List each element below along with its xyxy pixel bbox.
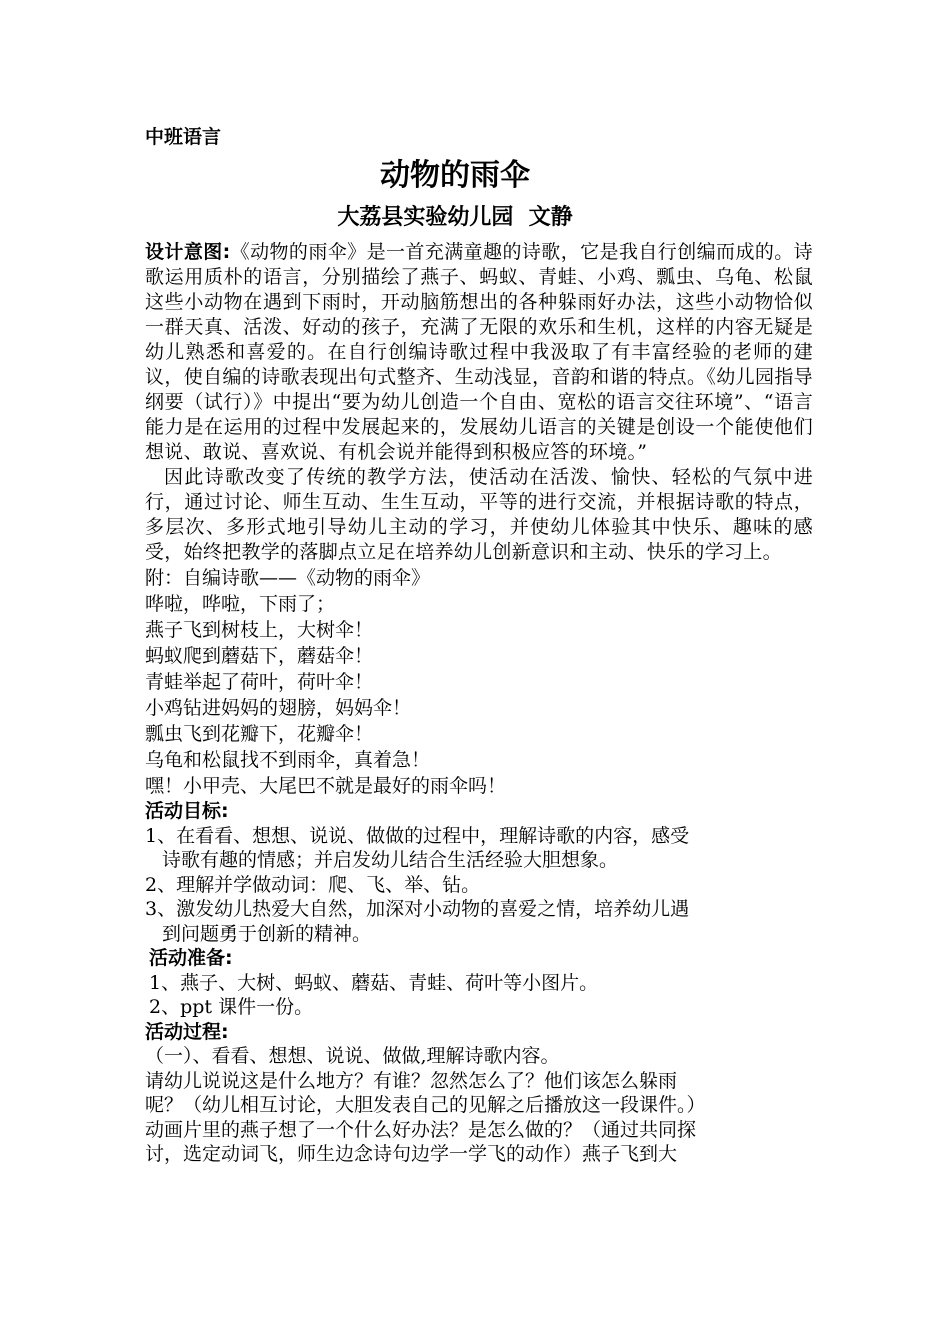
goals-list <box>145 824 825 947</box>
prep-heading: 活动准备: <box>149 947 233 969</box>
process-line: 请幼儿说说这是什么地方？有谁？忽然怎么了？他们该怎么躲雨 <box>145 1069 678 1092</box>
prep-list <box>145 971 825 1020</box>
process-heading: 活动过程: <box>145 1020 229 1043</box>
document-body <box>145 122 825 1167</box>
process-line: 呢？（幼儿相互讨论，大胆发表自己的见解之后播放这一段课件。） <box>145 1094 706 1116</box>
goal-item-3-continued: 到问题勇于创新的精神。 <box>162 922 372 945</box>
poem-line: 嘿！小甲壳、大尾巴不就是最好的雨伞吗！ <box>145 775 507 797</box>
author-line: 大荔县实验幼儿园 文静 <box>337 205 573 230</box>
process-step-1: （一）、看看、想想、说说、做做,理解诗歌内容。 <box>145 1045 560 1067</box>
poem-line: 乌龟和松鼠找不到雨伞，真着急！ <box>145 749 431 771</box>
poem-line: 哗啦，哗啦，下雨了； <box>145 593 336 615</box>
poem-heading: 附：自编诗歌——《动物的雨伞》 <box>145 567 431 589</box>
process-text <box>145 1069 825 1167</box>
process-line: 动画片里的燕子想了一个什么好办法？是怎么做的？（通过共同探 <box>145 1118 697 1141</box>
prep-item: 1、燕子、大树、蚂蚁、蘑菇、青蛙、荷叶等小图片。 <box>149 971 599 994</box>
goal-item-2: 2、理解并学做动词：爬、飞、举、钻。 <box>145 873 481 896</box>
poem-line: 小鸡钻进妈妈的翅膀，妈妈伞！ <box>145 697 412 719</box>
process-line: 讨，选定动词飞，师生边念诗句边学一学飞的动作）燕子飞到大 <box>145 1143 678 1165</box>
poem-line: 蚂蚁爬到蘑菇下，蘑菇伞！ <box>145 645 374 667</box>
prep-item: 2、ppt 课件一份。 <box>149 996 314 1018</box>
poem-line: 青蛙举起了荷叶，荷叶伞！ <box>145 671 374 693</box>
design-intent-paragraph-2: 因此诗歌改变了传统的教学方法，使活动在活泼、愉快、轻松的气氛中进行，通过讨论、师生互动、生生互动，平等的进行交流，并根据诗歌的特点，多层次、多形式地引导幼儿主动的学习，并使幼儿体验其中快乐、趣味的感受，始终把教学的落脚点立足在培养幼儿创新意识和主动、快乐的学习上。 <box>145 466 813 563</box>
document-title: 动物的雨伞 <box>380 158 530 193</box>
goal-item-1: 1、在看看、想想、说说、做做的过程中，理解诗歌的内容，感受 <box>145 824 690 847</box>
goal-item-1-continued: 诗歌有趣的情感；并启发幼儿结合生活经验大胆想象。 <box>162 849 619 871</box>
category-label: 中班语言 <box>145 126 222 148</box>
design-intent-paragraph <box>145 240 813 465</box>
goal-item-3: 3、激发幼儿热爱大自然，加深对小动物的喜爱之情，培养幼儿遇 <box>145 898 690 920</box>
design-intent-label: 设计意图: <box>145 241 231 263</box>
poem-line: 瓢虫飞到花瓣下，花瓣伞！ <box>145 723 374 745</box>
poem <box>145 591 825 799</box>
goals-heading: 活动目标: <box>145 800 229 822</box>
poem-line: 燕子飞到树枝上，大树伞！ <box>145 619 374 641</box>
design-intent-text: 《动物的雨伞》是一首充满童趣的诗歌，它是我自行创编而成的。诗歌运用质朴的语言，分别描绘了燕子、蚂蚁、青蛙、小鸡、瓢虫、乌龟、松鼠这些小动物在遇到下雨时，开动脑筋想出的各种躲雨好办法，这些小动物恰似一群天真、活泼、好动的孩子，充满了无限的欢乐和生机，这样的内容无疑是幼儿熟悉和喜爱的。在自行创编诗歌过程中我汲取了有丰富经验的老师的建议，使自编的诗歌表现出句式整齐、生动浅显，音韵和谐的特点。《幼儿园指导纲要（试行）》中提出“要为幼儿创造一个自由、宽松的语言交往环境”、“语言能力是在运用的过程中发展起来的，发展幼儿语言的关键是创设一个能使他们想说、敢说、喜欢说、有机会说并能得到积极应答的环境。” <box>145 241 813 463</box>
